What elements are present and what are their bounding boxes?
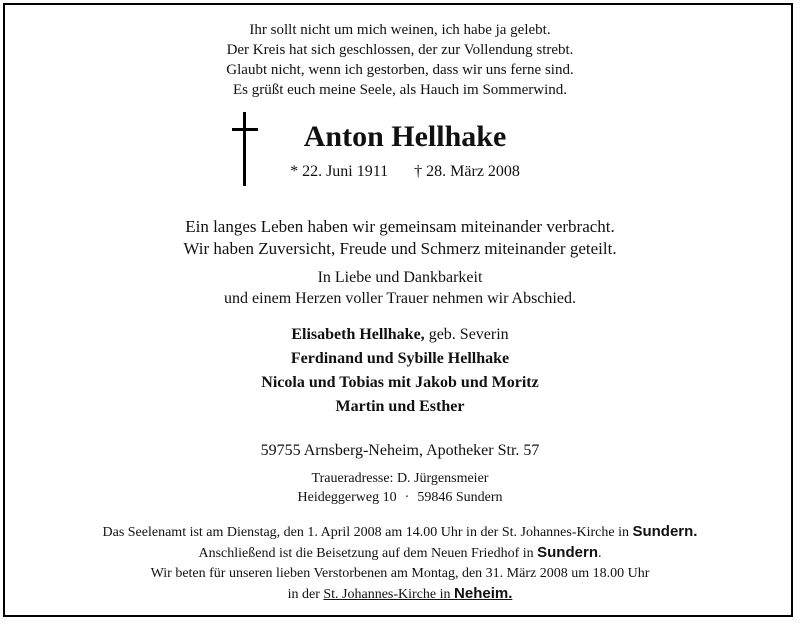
service-place: Sundern. [632,523,698,540]
memorial-line: Ein langes Leben haben wir gemeinsam miteinander verbracht. [185,217,615,236]
poem-line: Es grüßt euch meine Seele, als Hauch im Sommerwind. [232,82,568,98]
service-place: Neheim. [454,585,513,602]
mourning-address-street: Heideggerweg 10 · 59846 Sundern [297,490,503,505]
service-notes [0,522,800,605]
mourners-list [0,323,800,419]
service-line: Wir beten für unseren lieben Verstorbenen am Montag, den 31. März 2008 um 18.00 Uhr [150,566,650,581]
mourning-address [0,469,800,507]
memorial-line: Wir haben Zuversicht, Freude und Schmerz miteinander geteilt. [183,239,617,258]
memorial-text [0,216,800,260]
farewell-line: In Liebe und Dankbarkeit [317,269,483,286]
death-date: † 28. März 2008 [414,163,520,180]
family-address: 59755 Arnsberg-Neheim, Apotheker Str. 57 [260,442,540,459]
mourner-maiden-name: geb. Severin [424,326,509,343]
service-line: Anschließend ist die Beisetzung auf dem Neuen Friedhof in Sundern. [198,544,602,561]
poem-line: Der Kreis hat sich geschlossen, der zur Vollendung strebt. [226,42,574,58]
deceased-name: Anton Hellhake [303,120,507,153]
farewell-line: und einem Herzen voller Trauer nehmen wir Abschied. [224,290,576,307]
service-place: Sundern [537,544,598,561]
church-name: St. Johannes-Kirche in [323,587,455,602]
mourner [0,323,800,347]
service-line: in der St. Johannes-Kirche in Neheim. [287,585,513,602]
mourning-address-name: Traueradresse: D. Jürgensmeier [311,471,489,486]
life-dates [0,162,800,182]
mourner: Martin und Esther [335,398,465,415]
mourner-name: Elisabeth Hellhake, [291,326,425,343]
poem-line: Ihr sollt nicht um mich weinen, ich habe ja gelebt. [249,22,551,38]
poem-line: Glaubt nicht, wenn ich gestorben, dass wir uns ferne sind. [226,62,574,78]
farewell-text [0,267,800,309]
service-line: Das Seelenamt ist am Dienstag, den 1. April 2008 am 14.00 Uhr in der St. Johannes-Kirche in Sundern. [102,523,698,540]
mourner: Nicola und Tobias mit Jakob und Moritz [261,374,539,391]
mourner: Ferdinand und Sybille Hellhake [290,350,510,367]
poem [0,20,800,100]
birth-date: * 22. Juni 1911 [290,163,389,180]
